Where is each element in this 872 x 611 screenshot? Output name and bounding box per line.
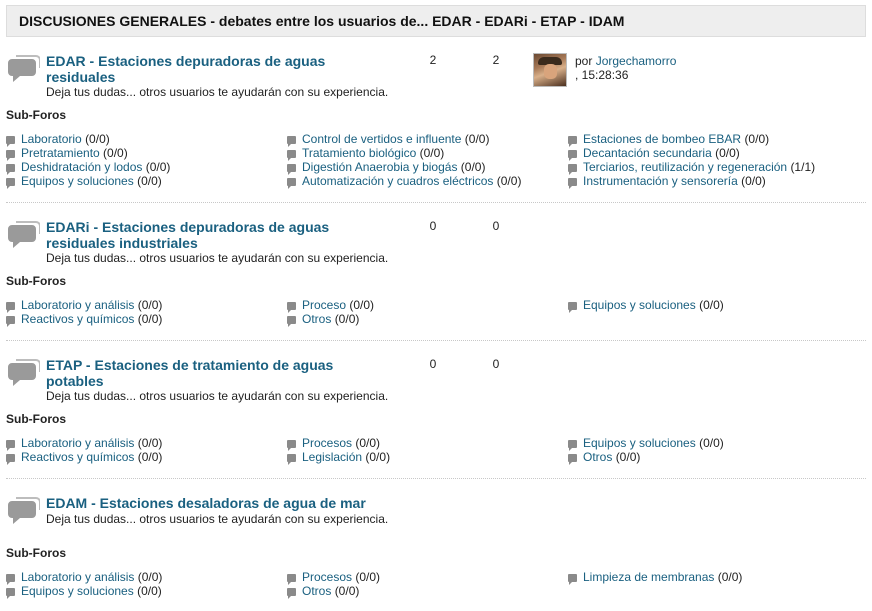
subforum-icon [6,316,15,324]
subforum-count: (0/0) [137,436,163,450]
subforum-icon [6,440,15,448]
subforum-count: (0/0) [334,312,360,326]
subforum-count: (0/0) [137,298,163,312]
subforum-item [287,570,380,584]
forum-title-link[interactable] [46,495,446,511]
subforum-item [287,160,485,174]
category-title: DISCUSIONES GENERALES - debates entre los usuarios de... EDAR - EDARi - ETAP - IDAM [19,13,625,29]
subforum-count: (0/0) [615,450,641,464]
forum-title-link[interactable] [46,357,376,389]
subforum-icon [568,136,577,144]
subforum-icon [568,440,577,448]
subforum-icon [287,150,296,158]
subforum-icon [287,588,296,596]
subforum-count: (0/0) [699,298,724,312]
forum-title-line2: residuales industriales [46,235,198,251]
subforum-item [287,584,359,598]
subforum-item [568,450,640,464]
forum-divider [6,202,866,203]
forum-divider [6,478,866,479]
forum-title-line1: EDAM - Estaciones desaladoras de agua de mar [46,495,366,511]
subforum-count: (0/0) [137,450,163,464]
forum-title-link[interactable] [46,53,376,85]
subforum-count: (0/0) [145,160,171,174]
subforum-link[interactable]: Equipos y soluciones [583,298,696,312]
subforum-item [568,570,742,584]
posts-count: 0 [492,219,500,233]
subforum-icon [6,164,15,172]
subforums-heading: Sub-Foros [6,546,66,560]
subforum-link[interactable]: Control de vertidos e influente [302,132,462,146]
subforum-link[interactable]: Reactivos y químicos [21,312,135,326]
subforum-icon [6,178,15,186]
subforum-icon [568,454,577,462]
subforum-item [287,298,374,312]
subforum-link[interactable]: Otros [302,312,332,326]
user-avatar[interactable] [533,53,567,87]
subforum-link[interactable]: Equipos y soluciones [21,584,134,598]
subforum-count: (0/0) [137,174,162,188]
subforum-icon [6,150,15,158]
subforum-link[interactable]: Laboratorio y análisis [21,298,135,312]
subforum-link[interactable]: Reactivos y químicos [21,450,135,464]
subforum-item [568,132,769,146]
subforum-item [6,160,170,174]
subforum-icon [568,574,577,582]
subforum-link[interactable]: Otros [302,584,332,598]
subforum-item [568,436,724,450]
forum-title-line1: ETAP - Estaciones de tratamiento de aguas [46,357,334,373]
forum-divider [6,340,866,341]
subforum-link[interactable]: Laboratorio [21,132,82,146]
topics-count: 0 [429,357,437,371]
subforum-item [6,312,162,326]
subforums-heading: Sub-Foros [6,108,66,122]
last-post-time: , 15:28:36 [575,68,629,82]
subforum-link[interactable]: Laboratorio y análisis [21,436,135,450]
subforum-count: (0/0) [496,174,522,188]
forum-description: Deja tus dudas... otros usuarios te ayudarán con su experiencia. [46,389,389,403]
forum-description: Deja tus dudas... otros usuarios te ayudarán con su experiencia. [46,251,389,265]
topics-count: 2 [429,53,437,67]
subforum-link[interactable]: Terciarios, reutilización y regeneración [583,160,788,174]
subforum-icon [6,136,15,144]
subforum-count: (0/0) [137,312,163,326]
forum-description: Deja tus dudas... otros usuarios te ayudarán con su experiencia. [46,512,389,526]
subforum-icon [287,440,296,448]
subforum-item [6,174,162,188]
subforum-icon [6,302,15,310]
subforum-link[interactable]: Otros [583,450,613,464]
subforum-count: (0/0) [355,436,381,450]
speech-bubble-icon [6,359,40,387]
subforum-count: (0/0) [355,570,381,584]
subforum-icon [6,574,15,582]
forum-title-link[interactable] [46,219,376,251]
subforum-item [568,160,815,174]
subforum-count: (0/0) [717,570,743,584]
subforum-icon [287,302,296,310]
subforum-icon [287,316,296,324]
speech-bubble-icon [6,221,40,249]
subforum-item [287,146,444,160]
subforum-item [6,450,162,464]
forum-title-line1: EDARi - Estaciones depuradoras de aguas [46,219,330,235]
subforum-count: (1/1) [790,160,816,174]
subforum-count: (0/0) [365,450,391,464]
subforum-link[interactable]: Legislación [302,450,363,464]
subforum-item [287,436,380,450]
subforum-icon [287,574,296,582]
posts-count: 2 [492,53,500,67]
speech-bubble-icon [6,497,40,525]
subforum-count: (0/0) [137,570,163,584]
subforum-count: (0/0) [464,132,490,146]
posts-count: 0 [492,357,500,371]
subforum-icon [287,178,296,186]
last-post-user-link[interactable]: Jorgechamorro [595,54,677,68]
subforum-item [287,174,521,188]
subforum-link[interactable]: Equipos y soluciones [583,436,696,450]
subforum-item [568,146,740,160]
subforum-item [287,312,359,326]
subforum-link[interactable]: Proceso [302,298,347,312]
subforum-icon [6,454,15,462]
subforum-link[interactable]: Equipos y soluciones [21,174,134,188]
subforum-link[interactable]: Deshidratación y lodos [21,160,143,174]
subforum-link[interactable]: Procesos [302,436,353,450]
category-header [6,5,866,37]
subforum-count: (0/0) [460,160,486,174]
subforum-item [6,146,128,160]
forum-title-line1: EDAR - Estaciones depuradoras de aguas [46,53,326,69]
subforum-item [6,298,162,312]
subforum-count: (0/0) [85,132,110,146]
subforum-icon [6,588,15,596]
subforum-link[interactable]: Limpieza de membranas [583,570,715,584]
subforum-count: (0/0) [137,584,162,598]
subforum-count: (0/0) [419,146,445,160]
subforum-icon [287,164,296,172]
subforum-count: (0/0) [741,174,766,188]
subforum-item [6,132,110,146]
forum-description: Deja tus dudas... otros usuarios te ayudarán con su experiencia. [46,85,389,99]
forum-title-line2: potables [46,373,104,389]
subforum-icon [568,150,577,158]
subforum-link[interactable]: Pretratamiento [21,146,100,160]
subforum-icon [568,302,577,310]
subforum-count: (0/0) [103,146,128,160]
subforum-item [287,132,489,146]
subforum-link[interactable]: Laboratorio y análisis [21,570,135,584]
subforums-heading: Sub-Foros [6,274,66,288]
subforum-item [6,584,162,598]
subforum-link[interactable]: Estaciones de bombeo EBAR [583,132,742,146]
subforum-count: (0/0) [334,584,360,598]
subforum-link[interactable]: Automatización y cuadros eléctricos [302,174,494,188]
subforum-link[interactable]: Instrumentación y sensorería [583,174,738,188]
subforum-item [6,436,162,450]
subforum-link[interactable]: Decantación secundaria [583,146,712,160]
subforum-item [287,450,390,464]
subforum-icon [287,454,296,462]
subforum-icon [568,178,577,186]
subforum-count: (0/0) [715,146,740,160]
forum-title-line2: residuales [46,69,116,85]
topics-count: 0 [429,219,437,233]
subforum-link[interactable]: Digestión Anaerobia y biogás [302,160,458,174]
subforum-count: (0/0) [744,132,770,146]
subforum-count: (0/0) [699,436,724,450]
subforum-icon [568,164,577,172]
subforum-count: (0/0) [349,298,375,312]
last-post-by-label: por [575,54,593,68]
subforum-link[interactable]: Tratamiento biológico [302,146,417,160]
subforum-item [6,570,162,584]
speech-bubble-icon [6,55,40,83]
subforum-link[interactable]: Procesos [302,570,353,584]
subforums-heading: Sub-Foros [6,412,66,426]
subforum-item [568,174,766,188]
subforum-item [568,298,724,312]
subforum-icon [287,136,296,144]
